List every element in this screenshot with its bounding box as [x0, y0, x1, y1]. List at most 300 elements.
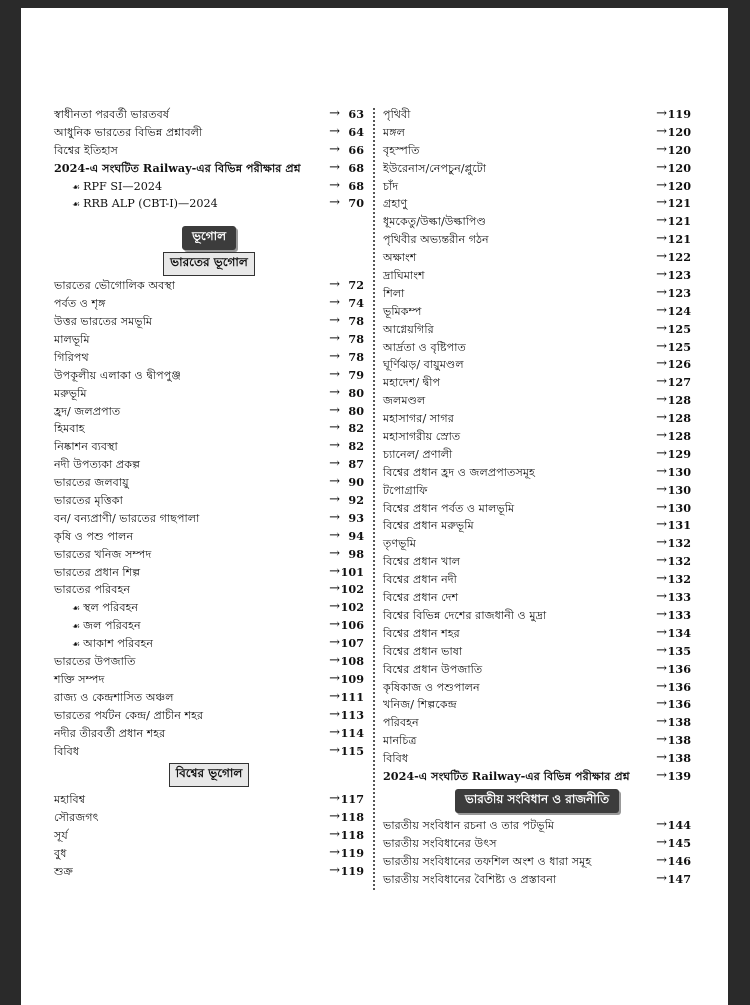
entry-title — [54, 845, 67, 863]
page-number: 108 — [340, 654, 364, 669]
entry-title-text: জল পরিবহন — [83, 619, 141, 633]
toc-entry — [383, 643, 691, 661]
arrow-right-icon: → — [656, 428, 667, 444]
toc-entry — [54, 331, 364, 349]
entry-title-text: রাজ্য ও কেন্দ্রশাসিত অঞ্চল — [54, 690, 174, 704]
entry-title-text: বিবিধ — [54, 744, 80, 758]
arrow-right-icon: → — [329, 384, 340, 400]
entry-title — [54, 106, 169, 124]
toc-entry — [54, 791, 364, 809]
arrow-right-icon: → — [329, 195, 340, 211]
arrow-right-icon: → — [329, 563, 340, 579]
arrow-right-icon: → — [656, 284, 667, 300]
arrow-right-icon: → — [656, 624, 667, 640]
entry-title-text: বুধ — [54, 847, 67, 861]
entry-title — [54, 295, 106, 313]
toc-entry — [54, 160, 364, 178]
document-page — [21, 8, 728, 1005]
toc-entry — [54, 403, 364, 421]
arrow-right-icon: → — [656, 535, 667, 551]
toc-entry — [383, 871, 691, 889]
arrow-right-icon: → — [656, 410, 667, 426]
toc-entry — [54, 420, 364, 438]
toc-sub-entry — [54, 617, 364, 635]
entry-title — [383, 142, 420, 160]
entry-title — [383, 571, 457, 589]
toc-entry — [383, 853, 691, 871]
entry-title — [54, 791, 85, 809]
toc-entry — [383, 356, 691, 374]
arrow-right-icon: → — [329, 724, 340, 740]
toc-entry — [54, 492, 364, 510]
page-number: 122 — [667, 250, 691, 265]
toc-entry — [383, 392, 691, 410]
entry-title-text: ঘূর্ণিঝড়/ বায়ুমণ্ডল — [383, 358, 464, 372]
page-number: 133 — [667, 607, 691, 622]
toc-entry — [54, 295, 364, 313]
toc-entry — [383, 446, 691, 464]
page-number: 70 — [348, 196, 364, 211]
entry-title — [383, 661, 482, 679]
entry-title-text: ভারতীয় সংবিধানের বৈশিষ্ট্য ও প্রস্তাবনা — [383, 872, 557, 886]
page-number: 132 — [667, 554, 691, 569]
entry-title-text: মহাসাগরীয় স্রোত — [383, 430, 461, 444]
toc-entry — [383, 535, 691, 553]
entry-title — [54, 438, 118, 456]
toc-entry — [383, 714, 691, 732]
entry-title-text: অক্ষাংশ — [383, 251, 417, 265]
toc-sub-entry — [54, 178, 364, 196]
entry-title-text: মহাদেশ/ দ্বীপ — [383, 376, 441, 390]
entry-title-text: 2024-এ সংঘটিত Railway-এর বিভিন্ন পরীক্ষার প্রশ্ন — [54, 160, 301, 175]
entry-title-text: নদীর তীরবর্তী প্রধান শহর — [54, 726, 166, 740]
toc-entry — [383, 625, 691, 643]
entry-title — [54, 492, 123, 510]
entry-title-text: টপোগ্রাফি — [383, 483, 428, 497]
entry-title — [54, 160, 301, 178]
page-number: 78 — [348, 314, 364, 329]
entry-title-text: ভারতের প্রধান শিল্প — [54, 565, 141, 579]
entry-title-text: পর্বত ও শৃঙ্গ — [54, 297, 106, 311]
arrow-right-icon: → — [329, 331, 340, 347]
column-divider — [373, 108, 375, 890]
page-number: 118 — [340, 828, 364, 843]
entry-title — [383, 195, 407, 213]
entry-title — [54, 653, 136, 671]
entry-title-text: কৃষিকাজ ও পশুপালন — [383, 680, 480, 694]
page-number: 138 — [667, 751, 691, 766]
toc-entry — [54, 456, 364, 474]
toc-entry — [383, 303, 691, 321]
entry-title-text: খনিজ/ শিল্পকেন্দ্র — [383, 698, 457, 712]
arrow-right-icon: → — [656, 356, 667, 372]
toc-entry — [383, 750, 691, 768]
arrow-right-icon: → — [656, 106, 667, 121]
arrow-right-icon: → — [656, 445, 667, 461]
entry-title-text: মানচিত্র — [383, 734, 417, 748]
page-number: 106 — [340, 618, 364, 633]
toc-entry — [383, 410, 691, 428]
arrow-right-icon: → — [329, 159, 340, 175]
arrow-right-icon: → — [329, 420, 340, 436]
page-number: 107 — [340, 636, 364, 651]
arrow-right-icon: → — [329, 827, 340, 843]
page-number: 138 — [667, 733, 691, 748]
section-header-label: ভারতের ভূগোল — [163, 252, 255, 276]
entry-title-text: ভারতের খনিজ সম্পদ — [54, 547, 152, 561]
page-number: 124 — [667, 303, 691, 318]
arrow-right-icon: → — [329, 438, 340, 454]
entry-title-text: জলমণ্ডল — [383, 394, 426, 408]
entry-title-text: ধূমকেতু/উল্কা/উল্কাপিণ্ড — [383, 215, 486, 229]
arrow-right-icon: → — [329, 474, 340, 490]
page-number: 120 — [667, 142, 691, 157]
arrow-right-icon: → — [329, 313, 340, 329]
page-number: 126 — [667, 357, 691, 372]
entry-title-text: হিমবাহ — [54, 422, 85, 436]
page-number: 132 — [667, 572, 691, 587]
entry-title — [54, 403, 120, 421]
toc-entry — [383, 571, 691, 589]
page-number: 136 — [667, 661, 691, 676]
arrow-right-icon: → — [329, 545, 340, 561]
page-number: 114 — [340, 725, 364, 740]
arrow-right-icon: → — [656, 714, 667, 730]
toc-entry — [54, 349, 364, 367]
entry-title — [54, 725, 165, 743]
arrow-right-icon: → — [656, 213, 667, 229]
page-number: 113 — [340, 707, 364, 722]
entry-title — [383, 267, 425, 285]
entry-title-text: ভারতের উপজাতি — [54, 655, 136, 669]
entry-title-text: ভূমিকম্প — [383, 304, 422, 318]
arrow-right-icon: → — [656, 553, 667, 569]
page-number: 94 — [348, 528, 364, 543]
arrow-right-icon: → — [329, 177, 340, 193]
section-header-label: বিশ্বের ভূগোল — [169, 763, 250, 787]
entry-title — [54, 707, 203, 725]
page-number: 115 — [340, 743, 364, 758]
page-number: 74 — [348, 296, 364, 311]
entry-title-text: আগ্নেয়গিরি — [383, 322, 434, 336]
entry-title — [383, 231, 489, 249]
page-number: 66 — [348, 142, 364, 157]
toc-entry — [54, 546, 364, 564]
page-number: 82 — [348, 439, 364, 454]
toc-entry — [383, 500, 691, 518]
entry-title-text: বিশ্বের ইতিহাস — [54, 143, 118, 157]
page-number: 92 — [348, 493, 364, 508]
arrow-right-icon: → — [656, 589, 667, 605]
entry-title — [54, 671, 104, 689]
entry-title-text: বিশ্বের প্রধান পর্বত ও মালভূমি — [383, 501, 515, 515]
page-number: 139 — [667, 768, 691, 783]
entry-title — [383, 500, 514, 518]
toc-entry — [383, 213, 691, 231]
page-number: 68 — [348, 178, 364, 193]
page-number: 117 — [340, 792, 364, 807]
toc-entry — [54, 827, 364, 845]
entry-title — [54, 546, 151, 564]
entry-title-text: শিলা — [383, 286, 405, 300]
entry-title — [383, 871, 556, 889]
entry-title-text: সৌরজগৎ — [54, 811, 99, 825]
entry-title-text: বিশ্বের প্রধান হ্রদ ও জলপ্রপাতসমূহ — [383, 465, 535, 479]
entry-title-text: বিশ্বের প্রধান শহর — [383, 626, 460, 640]
arrow-right-icon: → — [656, 696, 667, 712]
arrow-right-icon: → — [329, 688, 340, 704]
toc-entry — [383, 661, 691, 679]
bullet-icon: ☙ — [72, 640, 81, 651]
entry-title-text: গিরিপথ — [54, 350, 89, 364]
toc-entry — [383, 553, 691, 571]
arrow-right-icon: → — [329, 581, 340, 597]
page-number: 93 — [348, 510, 364, 525]
page-number: 80 — [348, 385, 364, 400]
arrow-right-icon: → — [656, 499, 667, 515]
entry-title-text: ইউরেনাস/নেপচুন/প্লুটো — [383, 161, 487, 175]
arrow-right-icon: → — [329, 617, 340, 633]
entry-title — [54, 809, 99, 827]
entry-title — [383, 553, 460, 571]
toc-entry — [383, 835, 691, 853]
page-number: 68 — [348, 160, 364, 175]
page-number: 147 — [667, 871, 691, 886]
toc-entry — [54, 367, 364, 385]
page-number: 135 — [667, 643, 691, 658]
arrow-right-icon: → — [656, 392, 667, 408]
page-number: 138 — [667, 715, 691, 730]
entry-title — [54, 743, 79, 761]
arrow-right-icon: → — [656, 177, 667, 193]
entry-title — [383, 249, 416, 267]
page-number: 109 — [340, 671, 364, 686]
page-number: 98 — [348, 546, 364, 561]
entry-title-text: RPF SI—2024 — [83, 179, 163, 193]
toc-entry — [54, 809, 364, 827]
entry-title — [54, 124, 202, 142]
page-number: 127 — [667, 375, 691, 390]
entry-title — [383, 853, 591, 871]
toc-entry — [383, 517, 691, 535]
arrow-right-icon: → — [329, 791, 340, 807]
entry-title-text: চাঁদ — [383, 179, 399, 193]
entry-title — [383, 303, 422, 321]
arrow-right-icon: → — [329, 635, 340, 651]
arrow-right-icon: → — [656, 249, 667, 265]
arrow-right-icon: → — [329, 845, 340, 861]
toc-entry — [383, 285, 691, 303]
entry-title — [383, 160, 486, 178]
page-number: 128 — [667, 411, 691, 426]
entry-title-text: বিবিধ — [383, 752, 409, 766]
arrow-right-icon: → — [329, 670, 340, 686]
arrow-right-icon: → — [329, 862, 340, 878]
arrow-right-icon: → — [656, 732, 667, 748]
entry-title — [383, 392, 425, 410]
entry-title — [54, 367, 181, 385]
page-number: 123 — [667, 268, 691, 283]
entry-title-text: পৃথিবীর অভ্যন্তরীন গঠন — [383, 233, 489, 247]
arrow-right-icon: → — [656, 463, 667, 479]
page-number: 90 — [348, 475, 364, 490]
arrow-right-icon: → — [329, 527, 340, 543]
entry-title-text: কৃষি ও পশু পালন — [54, 529, 134, 543]
entry-title — [54, 564, 140, 582]
arrow-right-icon: → — [656, 750, 667, 766]
page-number: 120 — [667, 160, 691, 175]
entry-title-text: শুক্র — [54, 864, 73, 878]
arrow-right-icon: → — [656, 642, 667, 658]
page-number: 121 — [667, 232, 691, 247]
toc-entry — [54, 528, 364, 546]
toc-entry — [383, 768, 691, 786]
arrow-right-icon: → — [656, 678, 667, 694]
entry-title-text: মহাবিশ্ব — [54, 793, 86, 807]
entry-title — [54, 456, 140, 474]
arrow-right-icon: → — [329, 706, 340, 722]
page-number: 101 — [340, 564, 364, 579]
entry-title — [383, 625, 460, 643]
page-number: 119 — [340, 863, 364, 878]
toc-entry — [54, 564, 364, 582]
entry-title — [54, 581, 130, 599]
page-number: 82 — [348, 421, 364, 436]
entry-title — [54, 277, 175, 295]
toc-sub-entry — [54, 195, 364, 213]
entry-title-text: স্বাধীনতা পরবর্তী ভারতবর্ষ — [54, 108, 170, 121]
entry-title-text: ভারতের জলবায়ু — [54, 476, 129, 490]
page-number: 128 — [667, 393, 691, 408]
page-number: 130 — [667, 500, 691, 515]
entry-title-text: RRB ALP (CBT-I)—2024 — [83, 197, 218, 211]
page-number: 78 — [348, 349, 364, 364]
toc-entry — [383, 195, 691, 213]
entry-title — [54, 331, 90, 349]
page-number: 130 — [667, 482, 691, 497]
page-number: 118 — [340, 810, 364, 825]
entry-title-text: বিশ্বের বিভিন্ন দেশের রাজধানী ও মুদ্রা — [383, 608, 547, 622]
toc-entry — [54, 671, 364, 689]
entry-title — [383, 835, 497, 853]
entry-title-text: বিশ্বের প্রধান খাল — [383, 555, 461, 569]
entry-title — [54, 474, 129, 492]
page-number: 136 — [667, 697, 691, 712]
arrow-right-icon: → — [329, 141, 340, 157]
entry-title — [54, 510, 199, 528]
section-header — [54, 762, 364, 786]
entry-title-text: পরিবহন — [383, 716, 419, 730]
toc-entry — [383, 482, 691, 500]
toc-entry — [54, 277, 364, 295]
page-number: 123 — [667, 285, 691, 300]
entry-title-text: ভারতীয় সংবিধানের তফশিল অংশ ও ধারা সমূহ — [383, 854, 592, 868]
page-number: 125 — [667, 339, 691, 354]
entry-title-text: উপকূলীয় এলাকা ও দ্বীপপুঞ্জ — [54, 368, 181, 382]
arrow-right-icon: → — [329, 809, 340, 825]
entry-title — [54, 689, 174, 707]
entry-title — [383, 106, 410, 124]
toc-entry — [54, 725, 364, 743]
arrow-right-icon: → — [656, 374, 667, 390]
section-header — [54, 225, 364, 249]
toc-sub-entry — [54, 635, 364, 653]
arrow-right-icon: → — [329, 348, 340, 364]
arrow-right-icon: → — [656, 320, 667, 336]
entry-title-text: মরুভূমি — [54, 386, 87, 400]
entry-title-text: মহাসাগর/ সাগর — [383, 412, 454, 426]
toc-entry — [54, 743, 364, 761]
page-number: 131 — [667, 518, 691, 533]
toc-entry — [54, 124, 364, 142]
page-number: 120 — [667, 178, 691, 193]
entry-title — [383, 535, 416, 553]
arrow-right-icon: → — [656, 660, 667, 676]
entry-title-text: দ্রাঘিমাংশ — [383, 269, 425, 283]
entry-title-text: মালভূমি — [54, 333, 90, 347]
toc-entry — [54, 438, 364, 456]
arrow-right-icon: → — [656, 834, 667, 850]
arrow-right-icon: → — [656, 231, 667, 247]
entry-title — [383, 732, 417, 750]
page-number: 121 — [667, 196, 691, 211]
page-number: 72 — [348, 278, 364, 293]
entry-title-text: ভারতের ভৌগোলিক অবস্থা — [54, 279, 175, 293]
toc-entry — [54, 653, 364, 671]
toc-entry — [383, 679, 691, 697]
entry-title-text: নদী উপত্যকা প্রকল্প — [54, 458, 141, 472]
entry-title-text: হ্রদ/ জলপ্রপাত — [54, 404, 121, 418]
entry-title-text: ভারতের মৃত্তিকা — [54, 494, 123, 508]
section-header — [383, 788, 691, 812]
entry-title-text: সূর্য — [54, 829, 68, 843]
arrow-right-icon: → — [656, 195, 667, 211]
entry-title — [54, 863, 73, 881]
bullet-icon: ☙ — [72, 604, 81, 615]
toc-entry — [383, 142, 691, 160]
page-number: 132 — [667, 536, 691, 551]
entry-title-text: বিশ্বের প্রধান মরুভূমি — [383, 519, 474, 533]
entry-title-text: শক্তি সম্পদ — [54, 672, 105, 686]
entry-title — [383, 446, 452, 464]
entry-title-text: গ্রহাণু — [383, 197, 408, 211]
toc-entry — [54, 510, 364, 528]
page-number: 145 — [667, 835, 691, 850]
page-number: 78 — [348, 332, 364, 347]
entry-title-text: ভারতের পরিবহন — [54, 583, 131, 597]
arrow-right-icon: → — [656, 606, 667, 622]
entry-title — [383, 124, 405, 142]
arrow-right-icon: → — [656, 141, 667, 157]
page-number: 129 — [667, 446, 691, 461]
bullet-icon: ☙ — [72, 182, 81, 193]
bullet-icon: ☙ — [72, 622, 81, 633]
entry-title-text: 2024-এ সংঘটিত Railway-এর বিভিন্ন পরীক্ষার প্রশ্ন — [383, 768, 630, 783]
page-number: 144 — [667, 817, 691, 832]
toc-entry — [383, 339, 691, 357]
page-number: 63 — [348, 107, 364, 121]
toc-entry — [383, 464, 691, 482]
page-number: 130 — [667, 464, 691, 479]
arrow-right-icon: → — [329, 456, 340, 472]
toc-entry — [54, 581, 364, 599]
toc-entry — [54, 689, 364, 707]
entry-title — [383, 410, 454, 428]
entry-title — [54, 313, 152, 331]
entry-title — [383, 374, 440, 392]
entry-title — [383, 213, 486, 231]
toc-entry — [383, 231, 691, 249]
